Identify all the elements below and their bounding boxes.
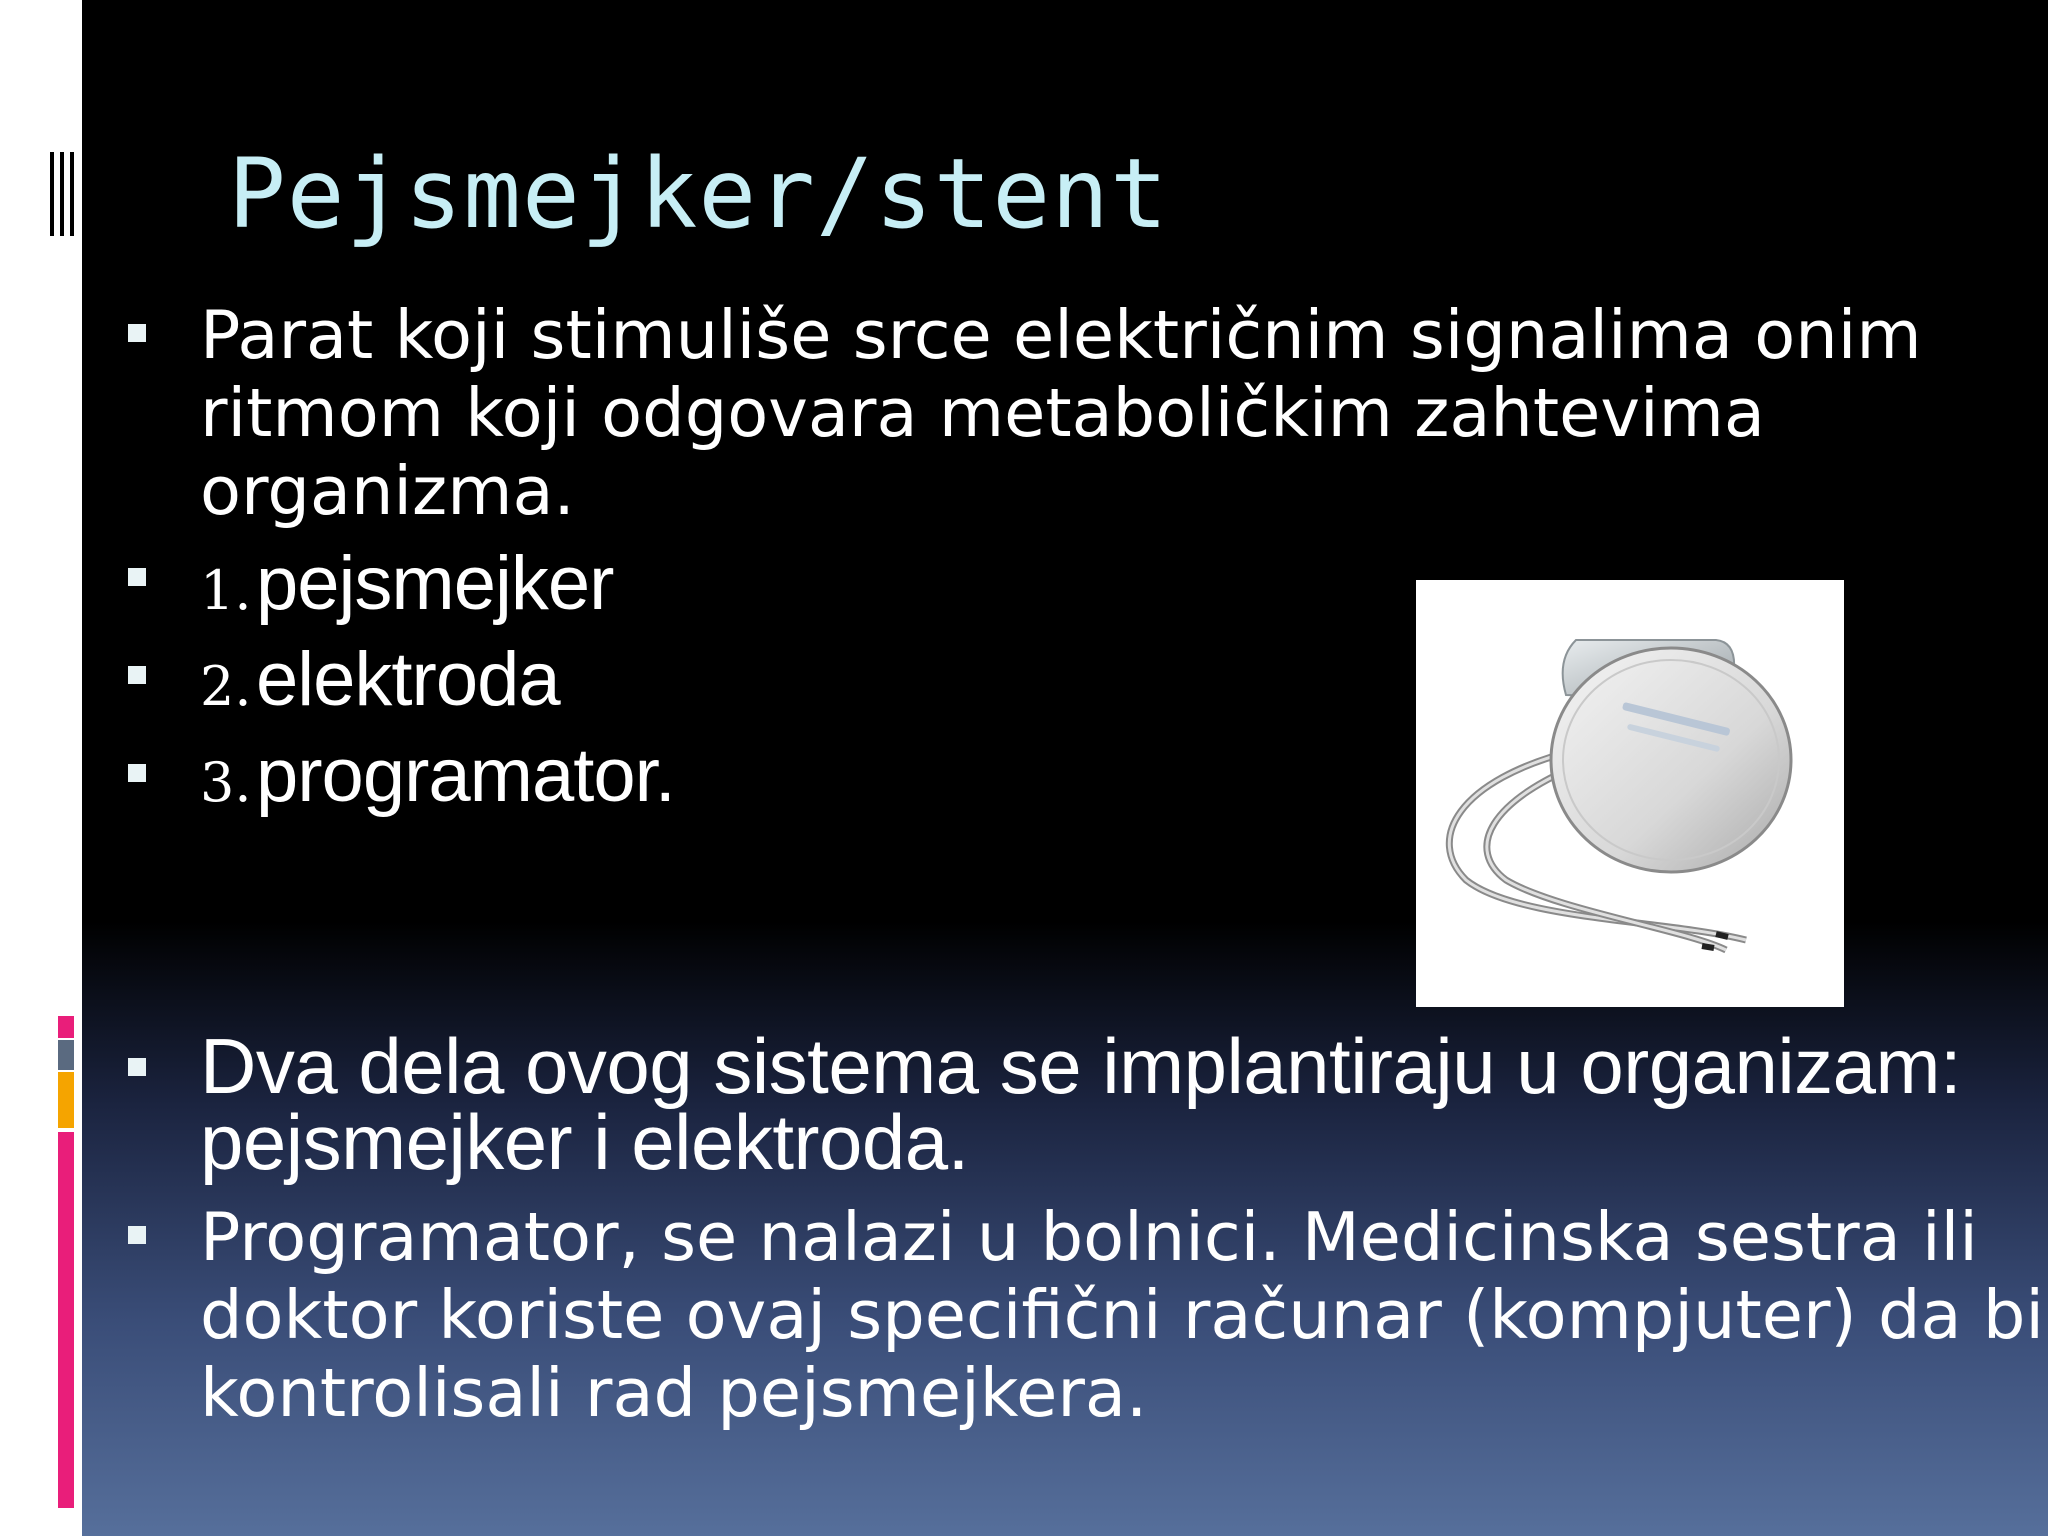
text-line: ritmom koji odgovara metaboličkim zahtevima [200,374,1765,452]
text-line: organizma. [200,452,575,530]
pacemaker-illustration [1416,580,1844,1007]
bullet-marker [128,1058,146,1076]
list-item [200,540,613,627]
list-text: programator. [255,733,675,818]
slide-title: Pejsmejker/stent [228,138,1169,250]
pacemaker-photo [1416,580,1844,1007]
bullet-marker [128,1226,146,1244]
bullet-text [200,1022,1962,1186]
list-item [200,636,560,723]
list-number: 1. [200,559,252,622]
bullet-marker [128,568,146,586]
list-number: 2. [200,655,252,718]
text-line: pejsmejker i elektroda. [200,1098,969,1186]
list-text: pejsmejker [255,541,614,626]
accent-bar-pink-top [58,1016,74,1038]
list-item [200,732,675,819]
text-line: Programator, se nalazi u bolnici. Medicinska sestra ili [200,1198,1978,1276]
text-line: Parat koji stimuliše srce električnim signalima onim [200,296,1922,374]
bullet-marker [128,666,146,684]
list-number: 3. [200,751,252,814]
text-line: doktor koriste ovaj specifični računar (kompjuter) da bi [200,1276,2045,1354]
bullet-marker [128,324,146,342]
text-line: Dva dela ovog sistema se implantiraju u organizam: [200,1022,1962,1110]
bullet-marker [128,764,146,782]
accent-bar-gray [58,1040,74,1070]
bullet-text [200,1198,2044,1432]
text-line: kontrolisali rad pejsmejkera. [200,1354,1148,1432]
accent-bar-orange [58,1072,74,1128]
decorative-lines [48,152,80,236]
bullet-text [200,296,1922,530]
accent-bar-pink [58,1132,74,1508]
list-text: elektroda [255,637,560,722]
